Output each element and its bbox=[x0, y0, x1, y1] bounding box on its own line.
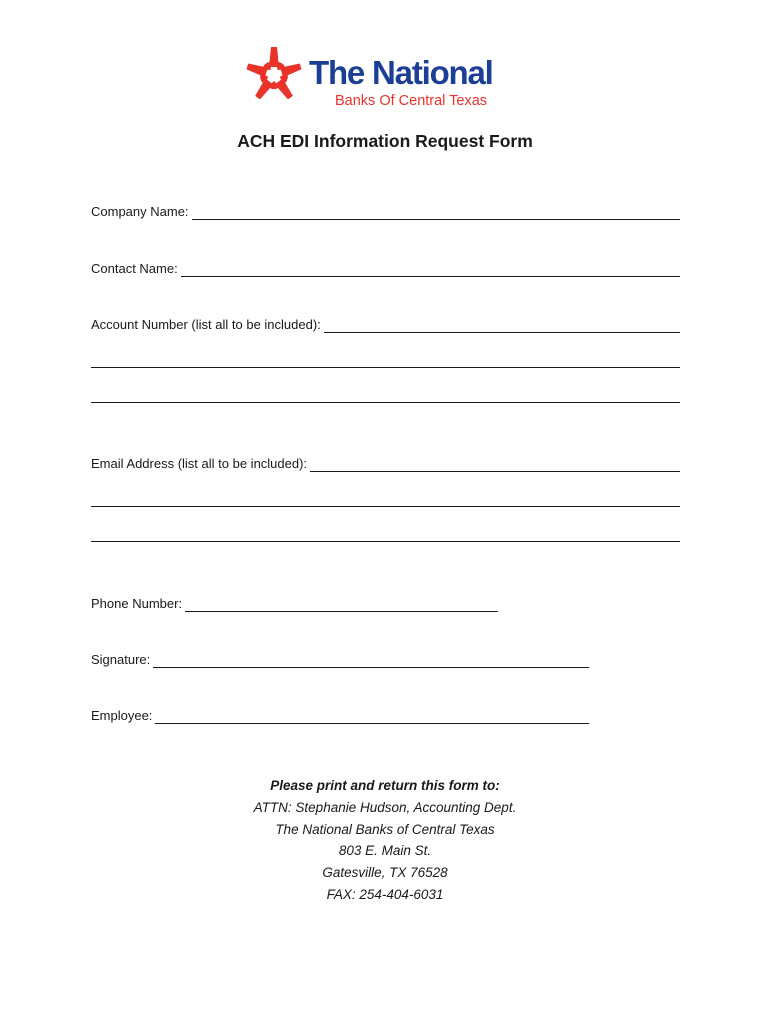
page-title: ACH EDI Information Request Form bbox=[237, 131, 533, 151]
phone-number-line[interactable] bbox=[185, 596, 498, 612]
email-address-extra-line[interactable] bbox=[91, 541, 680, 542]
logo-wordmark: The National bbox=[309, 54, 493, 91]
employee-line[interactable] bbox=[155, 708, 589, 724]
logo-subtitle: Banks Of Central Texas bbox=[335, 93, 488, 109]
account-number-field[interactable] bbox=[91, 313, 680, 333]
email-address-field[interactable] bbox=[91, 452, 680, 472]
return-bank-name: The National Banks of Central Texas bbox=[275, 821, 495, 837]
company-name-line[interactable] bbox=[192, 204, 680, 220]
account-number-label: Account Number (list all to be included): bbox=[91, 317, 321, 332]
return-fax: FAX: 254-404-6031 bbox=[326, 886, 444, 902]
return-street: 803 E. Main St. bbox=[338, 843, 432, 859]
employee-label: Employee: bbox=[91, 708, 153, 723]
email-address-line[interactable] bbox=[310, 456, 680, 472]
contact-name-field[interactable] bbox=[91, 257, 680, 277]
company-name-field[interactable] bbox=[91, 200, 680, 220]
phone-number-label: Phone Number: bbox=[91, 596, 183, 611]
return-heading: Please print and return this form to: bbox=[270, 778, 500, 793]
account-number-line[interactable] bbox=[324, 317, 680, 333]
star-logo-icon bbox=[243, 44, 305, 106]
company-name-label: Company Name: bbox=[91, 204, 189, 219]
signature-field[interactable] bbox=[91, 648, 589, 668]
signature-line[interactable] bbox=[153, 652, 589, 668]
contact-name-line[interactable] bbox=[181, 261, 680, 277]
return-attn: ATTN: Stephanie Hudson, Accounting Dept. bbox=[253, 799, 517, 815]
bank-logo bbox=[243, 44, 533, 112]
phone-number-field[interactable] bbox=[91, 592, 498, 612]
account-number-extra-line[interactable] bbox=[91, 367, 680, 368]
account-number-extra-line[interactable] bbox=[91, 402, 680, 403]
return-city: Gatesville, TX 76528 bbox=[322, 865, 448, 881]
email-address-extra-line[interactable] bbox=[91, 506, 680, 507]
email-address-label: Email Address (list all to be included): bbox=[91, 456, 308, 471]
employee-field[interactable] bbox=[91, 704, 589, 724]
signature-label: Signature: bbox=[91, 652, 151, 667]
return-address-block bbox=[0, 775, 770, 906]
contact-name-label: Contact Name: bbox=[91, 261, 178, 276]
